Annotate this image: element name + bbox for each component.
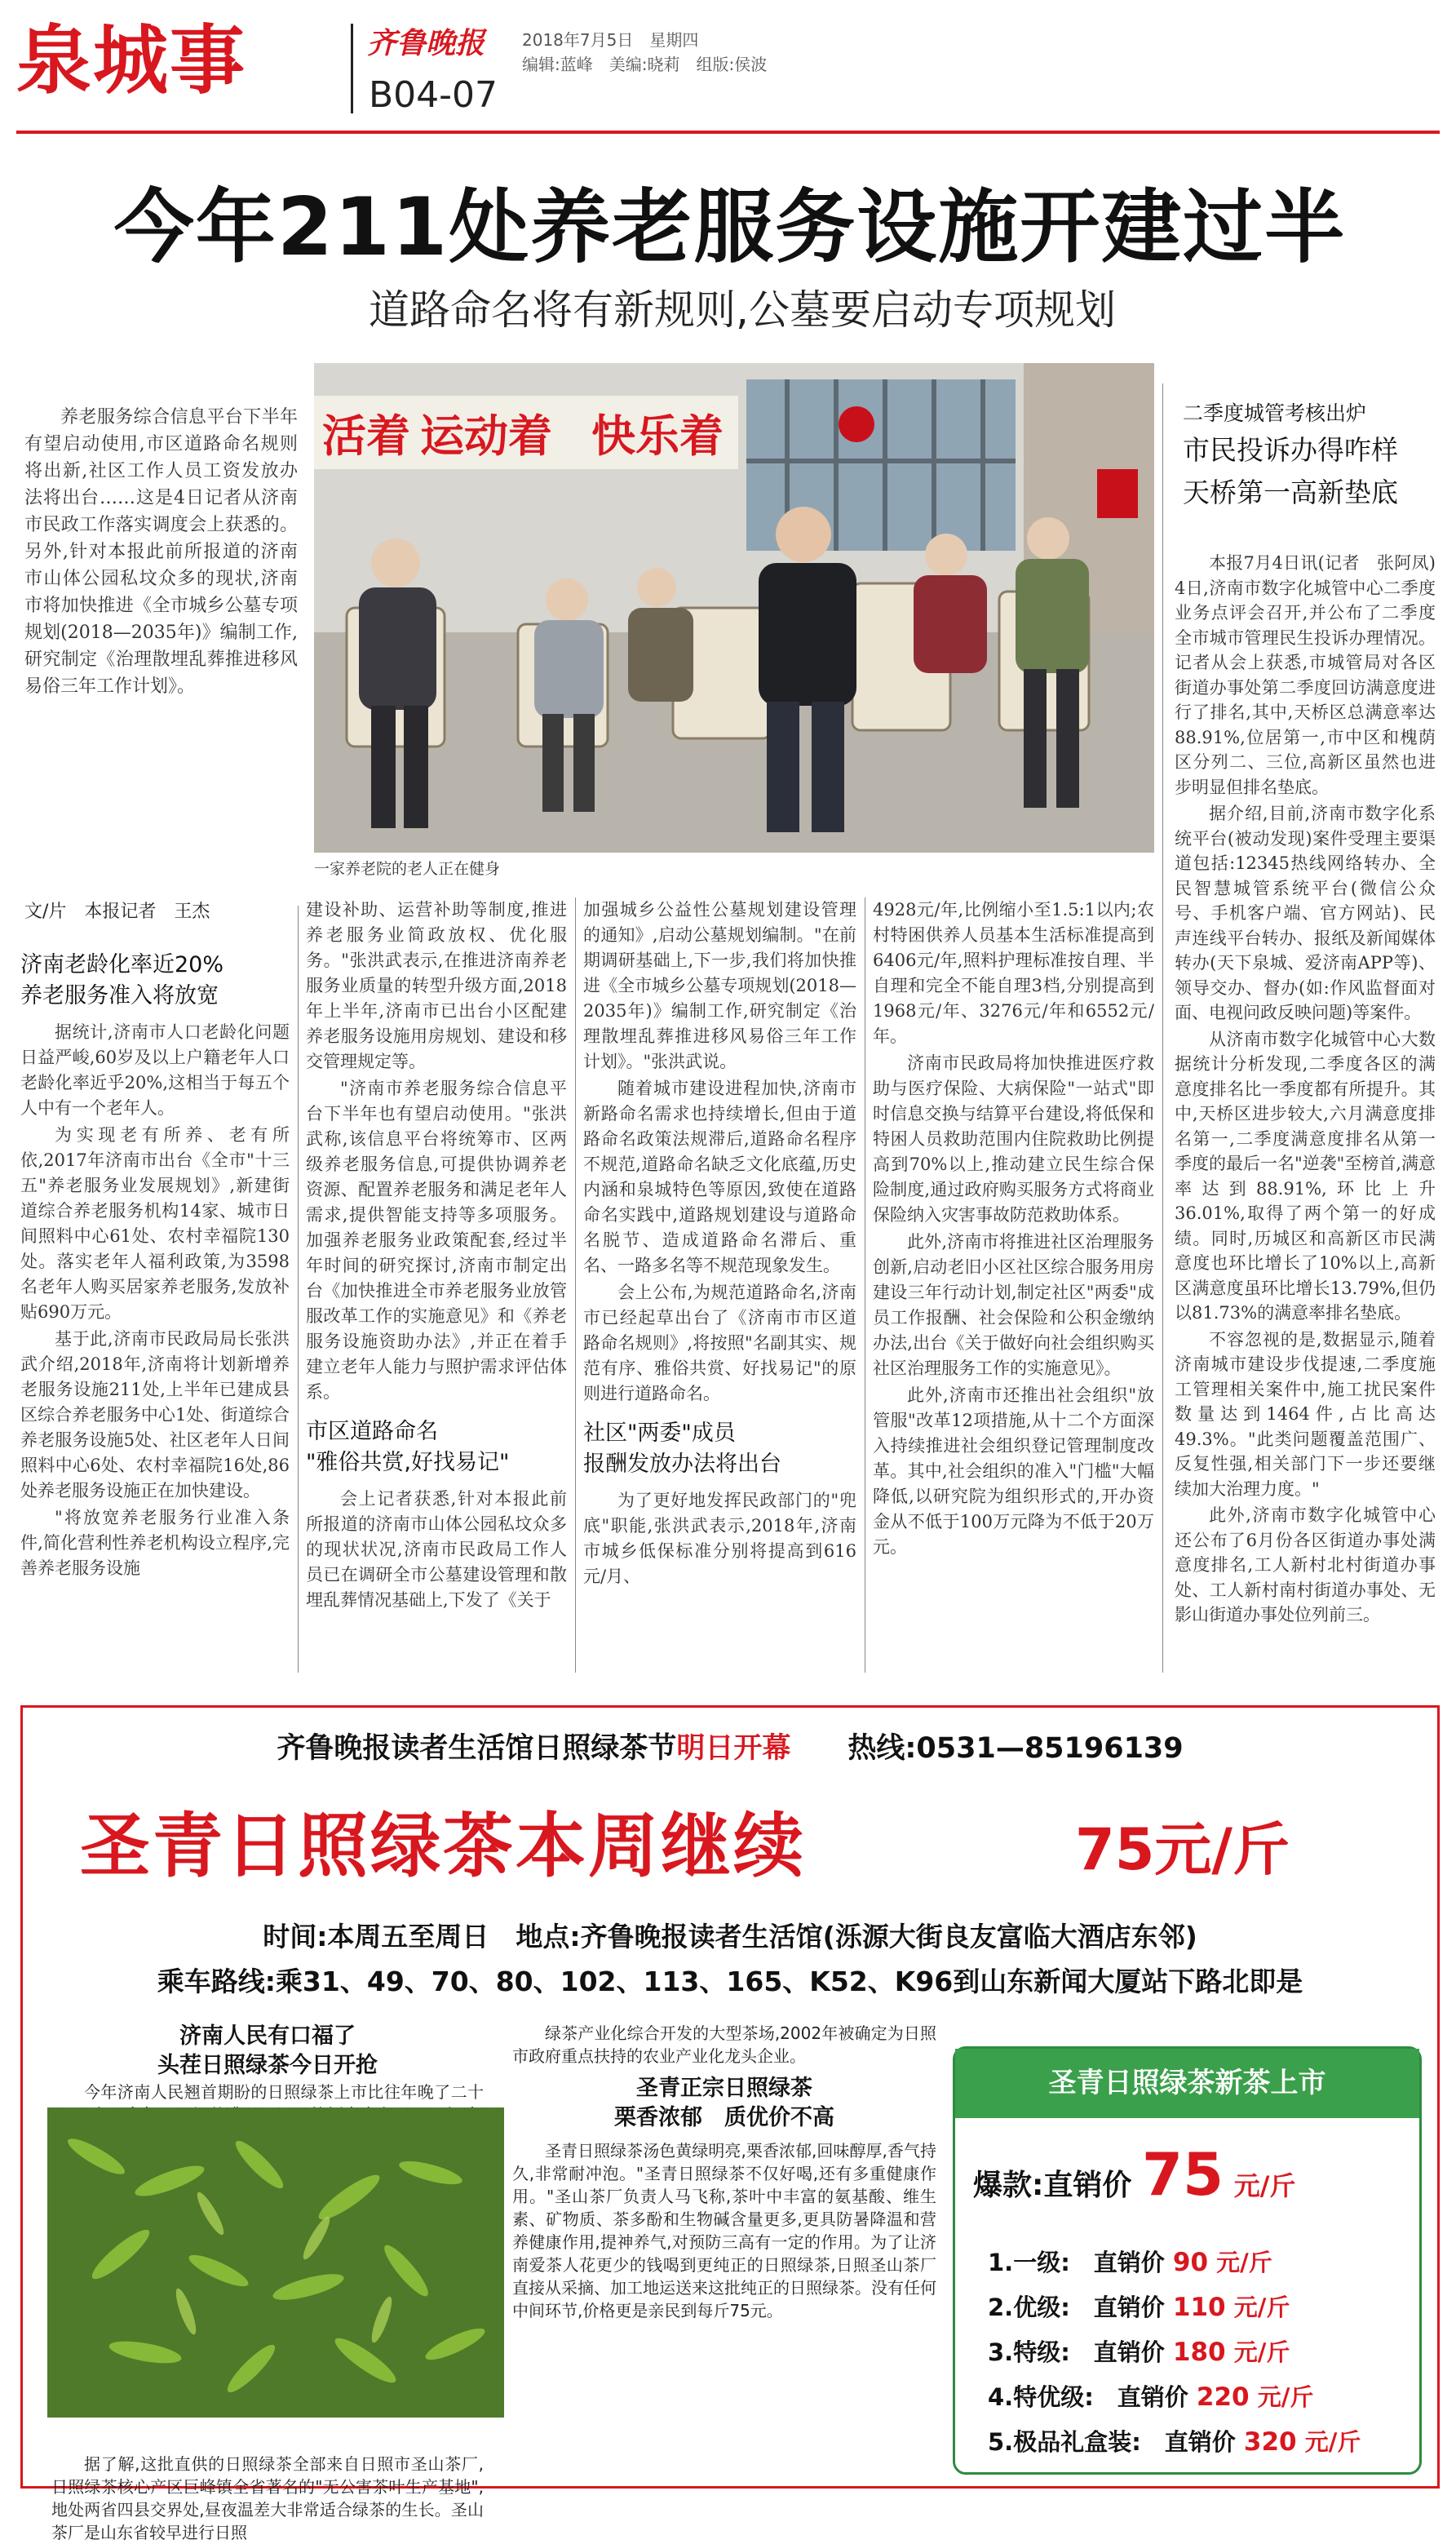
price-list-title: 圣青日照绿茶新茶上市 xyxy=(955,2049,1419,2118)
ad-paragraph: 今年济南人民翘首期盼的日照绿茶上市比往年晚了二十 xyxy=(84,2082,484,2102)
article-paragraph: 此外,济南市将推进社区治理服务创新,启动老旧小区社区综合服务用房建设三年行动计划,制定社区"两委"成员工作报酬、社会保险和公积金缴纳办法,出台《关于做好向社会组织购买社区治理服务工作的实施意见》。 xyxy=(873,1232,1154,1378)
intro-paragraph: 养老服务综合信息平台下半年有望启动使用,市区道路命名规则将出新,社区工作人员工资发放办法将出台……这是4日记者从济南市民政工作落实调度会上获悉的。另外,针对本报此前所报道的济南市山体公园私坟众多的现状,济南市将加快推进《全市城乡公墓专项规划(2018—2035年)》编制工作,研究制定《治理散埋乱葬推进移风易俗三年工作计划》。 xyxy=(24,407,298,697)
side-article-header xyxy=(1183,398,1436,514)
article-paragraph: 据统计,济南市人口老龄化问题日益严峻,60岁及以上户籍老年人口老龄化率近乎20%,这相当于每五个人中有一个老年人。 xyxy=(20,1022,290,1118)
tier-price: 180 xyxy=(1172,2338,1226,2367)
article-byline: 文/片 本报记者 王杰 xyxy=(24,902,210,922)
ad-paragraph: 绿茶产业化综合开发的大型茶场,2002年被确定为日照市政府重点扶持的农业产业化龙头企业。 xyxy=(512,2023,936,2066)
ad-middle-column xyxy=(512,2022,936,2479)
ad-event-name: 齐鲁晚报读者生活馆日照绿茶节 xyxy=(277,1732,677,1765)
banner-text-middle: 运动着 xyxy=(420,410,552,462)
side-article-headline: 市民投诉办得咋样 天桥第一高新垫底 xyxy=(1183,434,1398,508)
tier-price: 90 xyxy=(1172,2248,1209,2277)
hot-deal-label: 爆款:直销价 xyxy=(973,2169,1132,2202)
ad-time-place: 时间:本周五至周日 地点:齐鲁晚报读者生活馆(泺源大街良友富临大酒店东邻) xyxy=(263,1921,1197,1952)
article-paragraph: "济南市养老服务综合信息平台下半年也有望启动使用。"张洪武称,该信息平台将统筹市、区两级养老服务信息,可提供协调养老资源、配置养老服务和满足老年人需求,提供智能支持等多项服务。加强养老服务业政策配套,经过半年时间的研究探讨,济南市制定出台《加快推进全市养老服务业放管服改革工作的实施意见》和《养老服务设施资助办法》,并正在着手建立老年人能力与照护需求评估体系。 xyxy=(306,1079,567,1402)
price-list-box xyxy=(953,2046,1422,2475)
column-rule xyxy=(298,906,299,1673)
issue-date: 2018年7月5日 星期四 xyxy=(522,30,699,50)
price-tier xyxy=(988,2245,1272,2278)
section-heading: 社区"两委"成员 报酬发放办法将出台 xyxy=(583,1420,781,1477)
side-paragraph: 从济南市数字化城管中心大数据统计分析发现,二季度各区的满意度排名比一季度都有所提升。其中,天桥区进步较大,六月满意度排名第一,二季度满意度排名从第一季度的最后一名"逆袭"至榜首,满意率达到88.91%,环比上升36.01%,取得了两个第一的好成绩。同时,历城区和高新区市民满意度也环比增长了10%以上,高新区满意度虽环比增长13.79%,但仍以81.73%的满意率排名垫底。 xyxy=(1175,1029,1436,1323)
article-headline: 今年211处养老服务设施开建过半 xyxy=(113,181,1347,274)
ad-top-line xyxy=(23,1726,1437,1766)
masthead-rule xyxy=(16,131,1440,134)
article-paragraph: 建设补助、运营补助等制度,推进养老服务业简政放权、优化服务。"张洪武表示,在推进济南养老服务业质量的转型升级方面,2018年上半年,济南市已出台小区配建养老服务设施用房规划、建设和移交管理规定等。 xyxy=(306,900,567,1071)
green-tea-photo xyxy=(47,2107,504,2418)
section-heading: 济南老龄化率近20% 养老服务准入将放宽 xyxy=(20,952,224,1008)
tier-label: 3.特级: 直销价 xyxy=(988,2338,1165,2366)
photo-caption: 一家养老院的老人正在健身 xyxy=(314,860,501,878)
elderly-exercise-photo xyxy=(314,363,1154,853)
ad-section-heading: 济南人民有口福了 头茬日照绿茶今日开抢 xyxy=(157,2023,378,2078)
section-title: 泉城事 xyxy=(16,17,247,104)
price-unit: 元/斤 xyxy=(1233,2338,1290,2366)
price-tier xyxy=(988,2379,1313,2413)
article-paragraph: 加强城乡公益性公墓规划建设管理的通知》,启动公墓规划编制。"在前期调研基础上,下一步,我们将加快推进《全市城乡公墓专项规划(2018—2035年)》编制工作,研究制定《治理散埋乱葬推进移风易俗三年工作计划》。"张洪武说。 xyxy=(583,900,856,1071)
banner-text-left: 活着 xyxy=(322,410,410,462)
masthead xyxy=(16,12,1444,126)
hot-deal-amount: 75 xyxy=(1141,2140,1224,2209)
side-article-body xyxy=(1175,551,1453,1669)
article-paragraph: 4928元/年,比例缩小至1.5:1以内;农村特困供养人员基本生活标准提高到6406元/年,照料护理标准按自理、半自理和完全不能自理3档,分别提高到1968元/年、3276元/年和6552元/年。 xyxy=(873,900,1154,1046)
article-paragraph: 随着城市建设进程加快,济南市新路命名需求也持续增长,但由于道路命名政策法规滞后,道路命名程序不规范,道路命名缺乏文化底蕴,历史内涵和泉城特色等原因,致使在道路命名实践中,道路规划建设与道路命名脱节、造成道路命名滞后、重名、一路多名等不规范现象发生。 xyxy=(583,1079,856,1275)
article-paragraph: 会上记者获悉,针对本报此前所报道的济南市山体公园私坟众多的现状状况,济南市民政局工作人员已在调研全市公墓建设管理和散埋乱葬情况基础上,下发了《关于 xyxy=(306,1489,567,1610)
article-paragraph: 济南市民政局将加快推进医疗救助与医疗保险、大病保险"一站式"即时信息交换与结算平台建设,将低保和特困人员救助范围内住院救助比例提高到70%以上,推动建立民生综合保险制度,通过政府购买服务方式将商业保险纳入灾害事故防范救助体系。 xyxy=(873,1053,1154,1225)
article-column-2 xyxy=(306,897,567,1677)
column-rule xyxy=(575,897,576,1673)
price-unit: 元/斤 xyxy=(1216,2249,1272,2276)
article-column-1 xyxy=(20,938,290,1677)
masthead-divider xyxy=(351,24,353,113)
ad-hotline: 热线:0531—85196139 xyxy=(847,1732,1184,1765)
hot-deal-price xyxy=(973,2140,1295,2209)
side-article-kicker: 二季度城管考核出炉 xyxy=(1183,401,1367,425)
article-paragraph: 会上公布,为规范道路命名,济南市已经起草出台了《济南市市区道路命名规则》,将按照"名副其实、规范有序、雅俗共赏、好找易记"的原则进行道路命名。 xyxy=(583,1283,856,1403)
section-heading: 市区道路命名 "雅俗共赏,好找易记" xyxy=(306,1419,510,1475)
tea-advertisement xyxy=(20,1705,1440,2542)
ad-paragraph: 圣青日照绿茶汤色黄绿明亮,栗香浓郁,回味醇厚,香气持久,非常耐冲泡。"圣青日照绿茶不仅好喝,还有多重健康作用。"圣山茶厂负责人马飞称,茶叶中丰富的氨基酸、维生素、矿物质、茶多酚和生物碱含量更多,更具防暑降温和营养健康作用,提神养气,对预防三高有一定的作用。为了让济南爱茶人花更少的钱喝到更纯正的日照绿茶,日照圣山茶厂直接从采摘、加工地运送来这批纯正的日照绿茶。没有任何中间环节,价格更是亲民到每斤75元。 xyxy=(512,2141,936,2320)
ad-bus-route: 乘车路线:乘31、49、70、80、102、113、165、K52、K96到山东新闻大厦站下路北即是 xyxy=(157,1966,1303,1997)
intro-column xyxy=(24,404,298,812)
price-tier xyxy=(988,2334,1290,2368)
ad-headline-price: 75元/斤 xyxy=(1075,1816,1290,1883)
side-paragraph: 此外,济南市数字化城管中心还公布了6月份各区街道办事处满意度排名,工人新村北村街道办事处、工人新村南村街道办事处、无影山街道办事处位列前三。 xyxy=(1175,1505,1436,1624)
tier-label: 4.特优级: 直销价 xyxy=(988,2383,1188,2411)
article-paragraph: 为实现老有所养、老有所依,2017年济南市出台《全市"十三五"养老服务业发展规划》,新建街道综合养老服务机构14家、城市日间照料中心61处、农村幸福院130处。落实老年人福利政策,为3598名老年人购买居家养老服务,发放补贴690万元。 xyxy=(20,1125,290,1322)
tea-leaves-image xyxy=(47,2107,504,2418)
article-paragraph: 基于此,济南市民政局局长张洪武介绍,2018年,济南将计划新增养老服务设施211处,上半年已建成县区综合养老服务中心1处、街道综合养老服务设施5处、社区老年人日间照料中心6处、农村幸福院16处,86处养老服务设施正在加快建设。 xyxy=(20,1329,290,1500)
article-paragraph: "将放宽养老服务行业准入条件,简化营利性养老机构设立程序,完善养老服务设施 xyxy=(20,1508,290,1578)
banner-text-right: 快乐着 xyxy=(591,410,724,462)
side-paragraph: 不容忽视的是,数据显示,随着济南城市建设步伐提速,二季度施工管理相关案件中,施工扰民案件数量达到1464件,占比高达49.3%。"此类问题覆盖范围广、反复性强,相关部门下一步还要继续加大治理力度。" xyxy=(1175,1329,1436,1499)
news-photo xyxy=(314,363,1154,853)
ad-paragraph: 据了解,这批直供的日照绿茶全部来自日照市圣山茶厂,日照绿茶核心产区巨峰镇全省著名的"无公害茶叶生产基地",地处两省四县交界处,昼夜温差大非常适合绿茶的生长。圣山茶厂是山东省较早进行日照 xyxy=(51,2454,484,2542)
ad-opening-tag: 明日开幕 xyxy=(676,1732,791,1765)
price-tier xyxy=(988,2424,1361,2458)
article-paragraph: 此外,济南市还推出社会组织"放管服"改革12项措施,从十二个方面深入持续推进社会组织登记管理制度改革。其中,社会组织的准入"门槛"大幅降低,以研究院为组织形式的,开办资金从不低于100万元降为不低于20万元。 xyxy=(873,1385,1154,1557)
paper-name: 齐鲁晚报 xyxy=(367,26,485,60)
page-number: B04-07 xyxy=(369,74,498,116)
column-rule xyxy=(1162,383,1163,1673)
price-unit: 元/斤 xyxy=(1257,2383,1314,2411)
ad-section-heading: 圣青正宗日照绿茶 栗香浓郁 质优价不高 xyxy=(614,2076,834,2130)
article-column-3 xyxy=(583,897,856,1677)
side-paragraph: 据介绍,目前,济南市数字化系统平台(被动发现)案件受理主要渠道包括:12345热线网络转办、全民智慧城管系统平台(微信公众号、手机客户端、官方网站)、民声连线平台转办、报纸及新闻媒体转办(天下泉城、爱济南APP等)、领导交办、督办(如:作风监督面对面、电视问政反映问题)等案件。 xyxy=(1175,804,1436,1022)
tier-label: 1.一级: 直销价 xyxy=(988,2249,1165,2276)
price-unit: 元/斤 xyxy=(1304,2428,1361,2456)
article-subhead: 道路命名将有新规则,公墓要启动专项规划 xyxy=(369,286,1116,334)
article-column-4 xyxy=(873,897,1154,1677)
tier-price: 320 xyxy=(1243,2427,1297,2457)
tier-price: 220 xyxy=(1196,2382,1250,2412)
side-paragraph: 本报7月4日讯(记者 张阿凤) 4日,济南市数字化城管中心二季度业务点评会召开,并公布了二季度全市城市管理民生投诉办理情况。记者从会上获悉,市城管局对各区街道办事处第二季度回访满意度进行了排名,其中,天桥区总满意率达88.91%,位居第一,市中区和槐荫区分列二、三位,高新区虽然也进步明显但排名垫底。 xyxy=(1175,553,1453,797)
ad-big-title: 圣青日照绿茶本周继续 xyxy=(80,1806,806,1887)
price-unit: 元/斤 xyxy=(1233,2170,1296,2201)
tier-price: 110 xyxy=(1172,2293,1226,2322)
editor-credits: 编辑:蓝峰 美编:晓莉 组版:侯波 xyxy=(522,55,768,74)
article-paragraph: 为了更好地发挥民政部门的"兜底"职能,张洪武表示,2018年,济南市城乡低保标准分别将提高到616元/月、 xyxy=(583,1491,856,1586)
price-tier xyxy=(988,2289,1290,2323)
tier-label: 5.极品礼盒装: 直销价 xyxy=(988,2428,1236,2456)
tier-label: 2.优级: 直销价 xyxy=(988,2294,1165,2321)
price-unit: 元/斤 xyxy=(1233,2294,1290,2321)
